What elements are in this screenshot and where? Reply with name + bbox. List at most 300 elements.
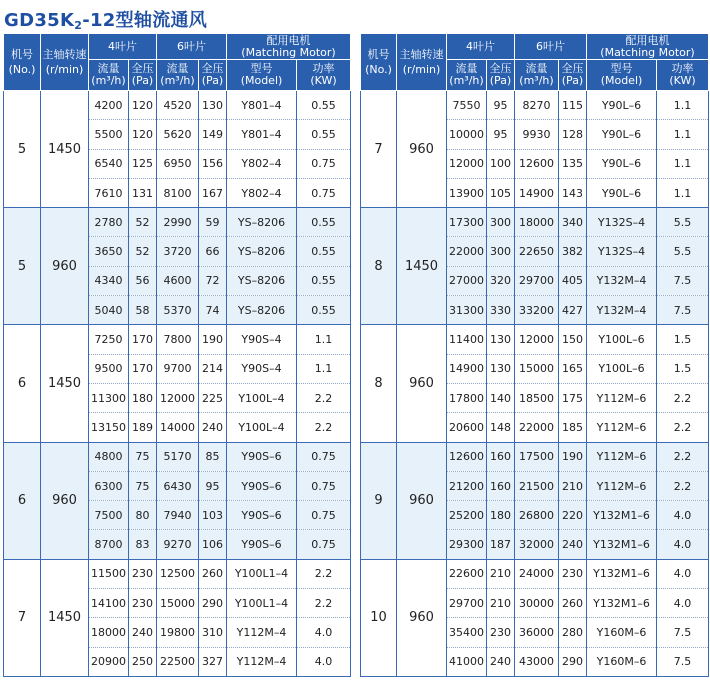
fan-group — [361, 325, 709, 442]
cell-motor-model: Y100L–4 — [227, 383, 297, 412]
fan-group — [4, 559, 351, 676]
fan-group — [361, 559, 709, 676]
cell-pressure-6-blade: 185 — [559, 413, 587, 442]
fan-group — [4, 91, 351, 208]
cell-flow-4-blade: 22600 — [447, 559, 487, 588]
cell-motor-power: 4.0 — [657, 530, 709, 559]
cell-flow-4-blade: 35400 — [447, 618, 487, 647]
cell-speed: 960 — [397, 442, 447, 559]
cell-motor-power: 1.1 — [297, 354, 351, 383]
cell-pressure-6-blade: 290 — [199, 589, 227, 618]
cell-motor-power: 0.75 — [297, 149, 351, 178]
cell-motor-power: 1.5 — [657, 325, 709, 354]
cell-flow-4-blade: 20900 — [89, 647, 129, 676]
cell-motor-model: Y90S–6 — [227, 501, 297, 530]
cell-motor-model: Y90S–4 — [227, 325, 297, 354]
cell-speed: 960 — [397, 559, 447, 676]
cell-motor-power: 7.5 — [657, 647, 709, 676]
cell-pressure-6-blade: 66 — [199, 237, 227, 266]
cell-flow-6-blade: 7800 — [157, 325, 199, 354]
cell-flow-4-blade: 11500 — [89, 559, 129, 588]
cell-flow-6-blade: 15000 — [515, 354, 559, 383]
cell-motor-power: 1.1 — [657, 149, 709, 178]
fan-group — [361, 91, 709, 208]
cell-motor-model: Y112M–6 — [587, 383, 657, 412]
cell-pressure-4-blade: 131 — [129, 178, 157, 207]
cell-motor-power: 5.5 — [657, 237, 709, 266]
cell-flow-6-blade: 30000 — [515, 589, 559, 618]
cell-model-no: 6 — [4, 325, 41, 442]
cell-motor-model: Y132M–4 — [587, 296, 657, 325]
cell-motor-power: 1.1 — [297, 325, 351, 354]
cell-flow-6-blade: 6430 — [157, 471, 199, 500]
cell-motor-power: 2.2 — [297, 383, 351, 412]
cell-motor-model: Y90L–6 — [587, 120, 657, 149]
table-row — [4, 325, 351, 354]
cell-pressure-6-blade: 290 — [559, 647, 587, 676]
cell-pressure-6-blade: 149 — [199, 120, 227, 149]
cell-pressure-4-blade: 52 — [129, 208, 157, 237]
cell-pressure-6-blade: 225 — [199, 383, 227, 412]
cell-motor-power: 0.55 — [297, 237, 351, 266]
cell-speed: 1450 — [41, 325, 89, 442]
cell-motor-power: 7.5 — [657, 296, 709, 325]
cell-model-no: 10 — [361, 559, 397, 676]
cell-pressure-6-blade: 214 — [199, 354, 227, 383]
cell-flow-4-blade: 13900 — [447, 178, 487, 207]
cell-pressure-4-blade: 100 — [487, 149, 515, 178]
cell-flow-6-blade: 18000 — [515, 208, 559, 237]
cell-motor-power: 0.75 — [297, 178, 351, 207]
fan-group — [4, 442, 351, 559]
header-pressure: 全压 (Pa) — [487, 60, 515, 91]
cell-motor-power: 0.55 — [297, 208, 351, 237]
cell-pressure-6-blade: 115 — [559, 91, 587, 120]
cell-pressure-6-blade: 95 — [199, 471, 227, 500]
cell-flow-4-blade: 31300 — [447, 296, 487, 325]
cell-flow-4-blade: 7610 — [89, 178, 129, 207]
cell-motor-power: 0.55 — [297, 266, 351, 295]
cell-flow-6-blade: 6950 — [157, 149, 199, 178]
cell-motor-model: Y132M1–6 — [587, 501, 657, 530]
cell-pressure-4-blade: 52 — [129, 237, 157, 266]
fan-group — [361, 208, 709, 325]
cell-pressure-6-blade: 240 — [199, 413, 227, 442]
cell-flow-4-blade: 41000 — [447, 647, 487, 676]
cell-motor-power: 4.0 — [297, 618, 351, 647]
cell-pressure-6-blade: 150 — [559, 325, 587, 354]
cell-pressure-6-blade: 190 — [559, 442, 587, 471]
cell-pressure-4-blade: 210 — [487, 589, 515, 618]
cell-flow-6-blade: 3720 — [157, 237, 199, 266]
header-4-blade: 4叶片 — [447, 34, 515, 60]
cell-model-no: 5 — [4, 91, 41, 208]
cell-flow-4-blade: 17800 — [447, 383, 487, 412]
cell-motor-model: Y132M1–6 — [587, 559, 657, 588]
header-pressure: 全压 (Pa) — [129, 60, 157, 91]
cell-flow-6-blade: 2990 — [157, 208, 199, 237]
cell-flow-6-blade: 29700 — [515, 266, 559, 295]
cell-flow-6-blade: 4600 — [157, 266, 199, 295]
cell-pressure-4-blade: 140 — [487, 383, 515, 412]
cell-flow-4-blade: 22000 — [447, 237, 487, 266]
cell-pressure-6-blade: 72 — [199, 266, 227, 295]
table-row — [4, 208, 351, 237]
cell-flow-4-blade: 17300 — [447, 208, 487, 237]
cell-pressure-4-blade: 189 — [129, 413, 157, 442]
table-row — [4, 442, 351, 471]
header-model-no: 机号 (No.) — [361, 34, 397, 91]
cell-flow-6-blade: 22650 — [515, 237, 559, 266]
cell-motor-power: 4.0 — [297, 647, 351, 676]
cell-pressure-4-blade: 250 — [129, 647, 157, 676]
cell-pressure-6-blade: 190 — [199, 325, 227, 354]
cell-motor-power: 2.2 — [297, 559, 351, 588]
cell-pressure-4-blade: 83 — [129, 530, 157, 559]
cell-pressure-4-blade: 130 — [487, 325, 515, 354]
cell-pressure-6-blade: 59 — [199, 208, 227, 237]
cell-flow-6-blade: 8270 — [515, 91, 559, 120]
page-title: $GD35K_2-12$型轴流通风 — [4, 10, 208, 32]
cell-flow-4-blade: 5040 — [89, 296, 129, 325]
cell-motor-model: Y112M–4 — [227, 647, 297, 676]
cell-motor-model: Y132M–4 — [587, 266, 657, 295]
cell-pressure-4-blade: 210 — [487, 559, 515, 588]
cell-motor-power: 7.5 — [657, 266, 709, 295]
cell-motor-model: Y112M–4 — [227, 618, 297, 647]
cell-pressure-6-blade: 382 — [559, 237, 587, 266]
cell-pressure-4-blade: 320 — [487, 266, 515, 295]
cell-flow-6-blade: 18500 — [515, 383, 559, 412]
header-6-blade: 6叶片 — [515, 34, 587, 60]
cell-flow-6-blade: 7940 — [157, 501, 199, 530]
cell-pressure-4-blade: 180 — [129, 383, 157, 412]
cell-pressure-4-blade: 300 — [487, 237, 515, 266]
cell-motor-model: Y132M1–6 — [587, 530, 657, 559]
cell-pressure-4-blade: 170 — [129, 354, 157, 383]
cell-pressure-4-blade: 330 — [487, 296, 515, 325]
cell-pressure-6-blade: 175 — [559, 383, 587, 412]
cell-model-no: 7 — [4, 559, 41, 676]
header-4-blade: 4叶片 — [89, 34, 157, 60]
cell-flow-6-blade: 12000 — [157, 383, 199, 412]
cell-pressure-6-blade: 230 — [559, 559, 587, 588]
cell-flow-4-blade: 3650 — [89, 237, 129, 266]
cell-flow-6-blade: 8100 — [157, 178, 199, 207]
cell-pressure-4-blade: 230 — [129, 589, 157, 618]
cell-motor-power: 2.2 — [297, 589, 351, 618]
header-flow: 流量 (m³/h) — [89, 60, 129, 91]
cell-motor-power: 0.75 — [297, 471, 351, 500]
cell-pressure-4-blade: 58 — [129, 296, 157, 325]
cell-motor-power: 4.0 — [657, 589, 709, 618]
cell-pressure-6-blade: 106 — [199, 530, 227, 559]
spec-table-left — [3, 33, 351, 677]
table-row — [4, 559, 351, 588]
cell-flow-6-blade: 12000 — [515, 325, 559, 354]
cell-motor-power: 2.2 — [657, 442, 709, 471]
cell-motor-model: YS–8206 — [227, 266, 297, 295]
cell-flow-4-blade: 4800 — [89, 442, 129, 471]
cell-motor-model: Y90L–6 — [587, 91, 657, 120]
cell-motor-model: Y100L1–4 — [227, 589, 297, 618]
cell-motor-model: Y90S–6 — [227, 471, 297, 500]
table-row — [361, 442, 709, 471]
cell-pressure-4-blade: 170 — [129, 325, 157, 354]
cell-motor-model: Y801–4 — [227, 120, 297, 149]
cell-flow-4-blade: 7500 — [89, 501, 129, 530]
cell-pressure-6-blade: 74 — [199, 296, 227, 325]
cell-motor-model: Y90S–6 — [227, 530, 297, 559]
cell-motor-model: Y802–4 — [227, 178, 297, 207]
table-row — [4, 91, 351, 120]
header-pressure: 全压 (Pa) — [199, 60, 227, 91]
cell-motor-model: YS–8206 — [227, 208, 297, 237]
cell-motor-model: YS–8206 — [227, 237, 297, 266]
cell-motor-model: Y112M–6 — [587, 413, 657, 442]
cell-flow-6-blade: 4520 — [157, 91, 199, 120]
cell-flow-6-blade: 22000 — [515, 413, 559, 442]
header-model-no: 机号 (No.) — [4, 34, 41, 91]
cell-model-no: 8 — [361, 325, 397, 442]
cell-flow-6-blade: 15000 — [157, 589, 199, 618]
header-power: 功率 (KW) — [297, 60, 351, 91]
cell-pressure-4-blade: 130 — [487, 354, 515, 383]
fan-group — [4, 325, 351, 442]
cell-motor-power: 0.55 — [297, 91, 351, 120]
cell-flow-4-blade: 11300 — [89, 383, 129, 412]
cell-pressure-4-blade: 240 — [129, 618, 157, 647]
cell-pressure-6-blade: 280 — [559, 618, 587, 647]
cell-motor-model: Y160M–6 — [587, 618, 657, 647]
cell-motor-power: 2.2 — [657, 471, 709, 500]
cell-flow-4-blade: 5500 — [89, 120, 129, 149]
cell-pressure-6-blade: 167 — [199, 178, 227, 207]
cell-pressure-4-blade: 160 — [487, 442, 515, 471]
cell-speed: 960 — [41, 442, 89, 559]
cell-motor-model: Y132M1–6 — [587, 589, 657, 618]
cell-pressure-6-blade: 327 — [199, 647, 227, 676]
header-speed: 主轴转速 (r/min) — [397, 34, 447, 91]
cell-pressure-6-blade: 85 — [199, 442, 227, 471]
header-pressure: 全压 (Pa) — [559, 60, 587, 91]
cell-pressure-6-blade: 130 — [199, 91, 227, 120]
cell-motor-power: 2.2 — [657, 383, 709, 412]
cell-pressure-4-blade: 148 — [487, 413, 515, 442]
header-motor: 配用电机 (Matching Motor) — [587, 34, 709, 60]
cell-flow-6-blade: 12600 — [515, 149, 559, 178]
cell-speed: 1450 — [41, 559, 89, 676]
cell-motor-model: Y90L–6 — [587, 149, 657, 178]
cell-flow-4-blade: 29700 — [447, 589, 487, 618]
header-motor-type: 型号 (Model) — [227, 60, 297, 91]
cell-pressure-4-blade: 160 — [487, 471, 515, 500]
cell-speed: 1450 — [397, 208, 447, 325]
cell-speed: 960 — [41, 208, 89, 325]
cell-pressure-6-blade: 427 — [559, 296, 587, 325]
cell-motor-power: 7.5 — [657, 618, 709, 647]
cell-motor-power: 1.1 — [657, 91, 709, 120]
cell-motor-model: Y100L–6 — [587, 354, 657, 383]
cell-flow-4-blade: 12000 — [447, 149, 487, 178]
cell-flow-4-blade: 6300 — [89, 471, 129, 500]
fan-group — [361, 442, 709, 559]
cell-flow-6-blade: 14000 — [157, 413, 199, 442]
cell-flow-4-blade: 11400 — [447, 325, 487, 354]
cell-flow-4-blade: 8700 — [89, 530, 129, 559]
cell-flow-4-blade: 7550 — [447, 91, 487, 120]
cell-flow-6-blade: 24000 — [515, 559, 559, 588]
cell-flow-4-blade: 4200 — [89, 91, 129, 120]
cell-motor-model: Y801–4 — [227, 91, 297, 120]
cell-flow-4-blade: 2780 — [89, 208, 129, 237]
cell-flow-4-blade: 14100 — [89, 589, 129, 618]
cell-flow-6-blade: 17500 — [515, 442, 559, 471]
cell-flow-6-blade: 9930 — [515, 120, 559, 149]
cell-flow-6-blade: 5620 — [157, 120, 199, 149]
cell-motor-model: Y112M–6 — [587, 442, 657, 471]
spec-table-right — [360, 33, 709, 677]
cell-pressure-4-blade: 180 — [487, 501, 515, 530]
cell-flow-4-blade: 18000 — [89, 618, 129, 647]
cell-model-no: 8 — [361, 208, 397, 325]
cell-model-no: 9 — [361, 442, 397, 559]
cell-flow-4-blade: 4340 — [89, 266, 129, 295]
cell-model-no: 6 — [4, 442, 41, 559]
cell-pressure-6-blade: 143 — [559, 178, 587, 207]
table-row — [361, 208, 709, 237]
cell-flow-4-blade: 27000 — [447, 266, 487, 295]
cell-motor-model: Y90S–6 — [227, 442, 297, 471]
cell-flow-6-blade: 19800 — [157, 618, 199, 647]
cell-pressure-4-blade: 95 — [487, 120, 515, 149]
cell-motor-model: YS–8206 — [227, 296, 297, 325]
cell-motor-power: 1.1 — [657, 120, 709, 149]
cell-flow-6-blade: 14900 — [515, 178, 559, 207]
cell-pressure-4-blade: 125 — [129, 149, 157, 178]
cell-flow-4-blade: 20600 — [447, 413, 487, 442]
cell-motor-model: Y100L–6 — [587, 325, 657, 354]
header-motor: 配用电机 (Matching Motor) — [227, 34, 351, 60]
cell-pressure-4-blade: 230 — [487, 618, 515, 647]
cell-pressure-6-blade: 135 — [559, 149, 587, 178]
cell-pressure-4-blade: 187 — [487, 530, 515, 559]
header-6-blade: 6叶片 — [157, 34, 227, 60]
cell-model-no: 7 — [361, 91, 397, 208]
cell-motor-power: 4.0 — [657, 559, 709, 588]
cell-flow-4-blade: 14900 — [447, 354, 487, 383]
table-row — [361, 559, 709, 588]
cell-pressure-4-blade: 300 — [487, 208, 515, 237]
cell-motor-model: Y100L1–4 — [227, 559, 297, 588]
cell-flow-6-blade: 26800 — [515, 501, 559, 530]
cell-motor-model: Y160M–6 — [587, 647, 657, 676]
fan-group — [4, 208, 351, 325]
cell-flow-6-blade: 9700 — [157, 354, 199, 383]
cell-flow-4-blade: 25200 — [447, 501, 487, 530]
cell-motor-power: 0.55 — [297, 120, 351, 149]
cell-flow-4-blade: 10000 — [447, 120, 487, 149]
header-flow: 流量 (m³/h) — [447, 60, 487, 91]
cell-pressure-4-blade: 56 — [129, 266, 157, 295]
cell-motor-power: 2.2 — [297, 413, 351, 442]
cell-motor-power: 0.75 — [297, 530, 351, 559]
cell-flow-6-blade: 21500 — [515, 471, 559, 500]
cell-pressure-4-blade: 120 — [129, 120, 157, 149]
cell-pressure-4-blade: 120 — [129, 91, 157, 120]
cell-pressure-6-blade: 128 — [559, 120, 587, 149]
table-row — [361, 91, 709, 120]
cell-flow-6-blade: 12500 — [157, 559, 199, 588]
cell-flow-4-blade: 7250 — [89, 325, 129, 354]
cell-pressure-6-blade: 103 — [199, 501, 227, 530]
cell-pressure-6-blade: 340 — [559, 208, 587, 237]
cell-pressure-6-blade: 220 — [559, 501, 587, 530]
cell-flow-4-blade: 9500 — [89, 354, 129, 383]
cell-motor-model: Y132S–4 — [587, 237, 657, 266]
cell-pressure-4-blade: 75 — [129, 442, 157, 471]
cell-pressure-4-blade: 80 — [129, 501, 157, 530]
cell-flow-4-blade: 29300 — [447, 530, 487, 559]
cell-pressure-6-blade: 405 — [559, 266, 587, 295]
cell-motor-power: 1.1 — [657, 178, 709, 207]
cell-speed: 1450 — [41, 91, 89, 208]
cell-flow-4-blade: 12600 — [447, 442, 487, 471]
cell-flow-4-blade: 13150 — [89, 413, 129, 442]
cell-speed: 960 — [397, 91, 447, 208]
cell-flow-4-blade: 21200 — [447, 471, 487, 500]
header-motor-type: 型号 (Model) — [587, 60, 657, 91]
cell-motor-model: Y90L–6 — [587, 178, 657, 207]
cell-pressure-6-blade: 165 — [559, 354, 587, 383]
cell-pressure-6-blade: 210 — [559, 471, 587, 500]
cell-pressure-6-blade: 310 — [199, 618, 227, 647]
cell-pressure-6-blade: 156 — [199, 149, 227, 178]
cell-motor-power: 4.0 — [657, 501, 709, 530]
cell-motor-model: Y100L–4 — [227, 413, 297, 442]
cell-flow-6-blade: 36000 — [515, 618, 559, 647]
header-power: 功率 (KW) — [657, 60, 709, 91]
header-flow: 流量 (m³/h) — [515, 60, 559, 91]
cell-pressure-4-blade: 230 — [129, 559, 157, 588]
header-flow: 流量 (m³/h) — [157, 60, 199, 91]
cell-flow-6-blade: 9270 — [157, 530, 199, 559]
table-row — [361, 325, 709, 354]
cell-pressure-4-blade: 105 — [487, 178, 515, 207]
cell-model-no: 5 — [4, 208, 41, 325]
cell-motor-model: Y802–4 — [227, 149, 297, 178]
cell-pressure-4-blade: 240 — [487, 647, 515, 676]
header-speed: 主轴转速 (r/min) — [41, 34, 89, 91]
cell-flow-6-blade: 32000 — [515, 530, 559, 559]
cell-motor-model: Y90S–4 — [227, 354, 297, 383]
cell-pressure-6-blade: 260 — [559, 589, 587, 618]
cell-flow-6-blade: 5370 — [157, 296, 199, 325]
cell-pressure-6-blade: 240 — [559, 530, 587, 559]
cell-flow-6-blade: 5170 — [157, 442, 199, 471]
cell-motor-power: 0.75 — [297, 501, 351, 530]
cell-flow-6-blade: 43000 — [515, 647, 559, 676]
cell-pressure-4-blade: 75 — [129, 471, 157, 500]
cell-motor-power: 5.5 — [657, 208, 709, 237]
cell-flow-6-blade: 33200 — [515, 296, 559, 325]
cell-motor-model: Y132S–4 — [587, 208, 657, 237]
cell-flow-4-blade: 6540 — [89, 149, 129, 178]
cell-motor-power: 0.75 — [297, 442, 351, 471]
cell-motor-power: 2.2 — [657, 413, 709, 442]
cell-speed: 960 — [397, 325, 447, 442]
cell-motor-power: 0.55 — [297, 296, 351, 325]
